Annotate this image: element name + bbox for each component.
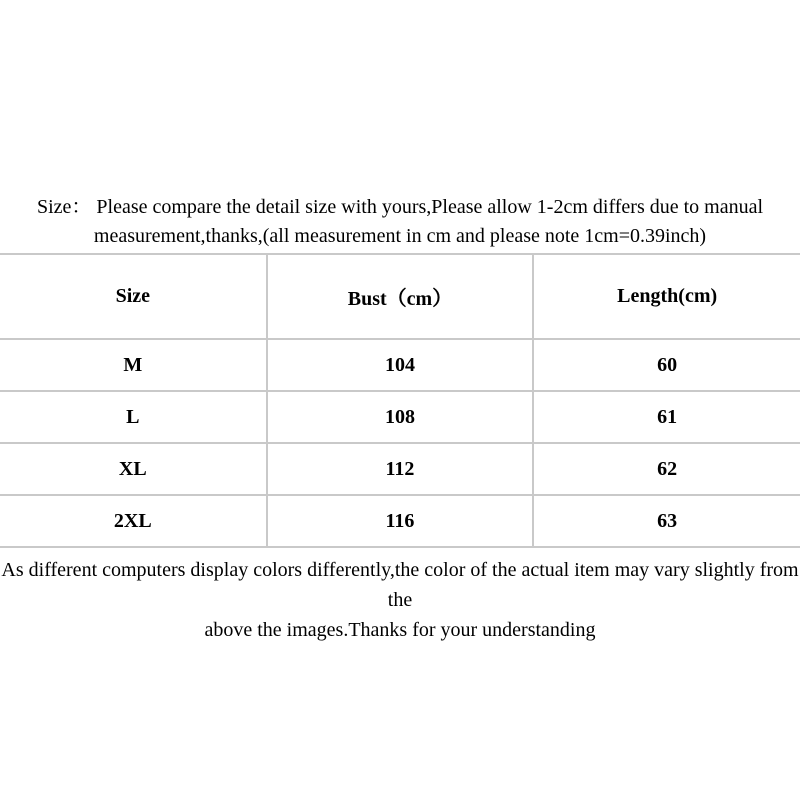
table-row (0, 443, 800, 495)
size-chart-table (0, 253, 800, 548)
table-cell: L (0, 391, 267, 443)
size-note-line-2: measurement,thanks,(all measurement in cm and please note 1cm=0.39inch) (93, 225, 707, 247)
table-row (0, 391, 800, 443)
table-cell: M (0, 339, 267, 391)
table-cell: 63 (533, 495, 800, 547)
color-disclaimer (0, 555, 800, 645)
table-cell: 108 (267, 391, 534, 443)
table-cell: 62 (533, 443, 800, 495)
color-disclaimer-line-1: As different computers display colors differently,the color of the actual item may vary slightly from the (1, 559, 799, 611)
table-cell: 112 (267, 443, 534, 495)
table-head (0, 254, 800, 339)
color-disclaimer-line-2: above the images.Thanks for your understanding (204, 619, 596, 641)
table-body (0, 339, 800, 547)
table-header-row (0, 254, 800, 339)
table-header-cell: Length(cm) (533, 254, 800, 339)
table-header-cell: Size (0, 254, 267, 339)
table-row (0, 339, 800, 391)
table-header-cell: Bust（cm） (267, 254, 534, 339)
table-row (0, 495, 800, 547)
table-cell: XL (0, 443, 267, 495)
table-cell: 2XL (0, 495, 267, 547)
size-note-line-1: Size： Please compare the detail size with yours,Please allow 1-2cm differs due to manual (36, 196, 764, 218)
table-cell: 104 (267, 339, 534, 391)
table-cell: 60 (533, 339, 800, 391)
size-note (0, 193, 800, 251)
table-cell: 61 (533, 391, 800, 443)
table-cell: 116 (267, 495, 534, 547)
